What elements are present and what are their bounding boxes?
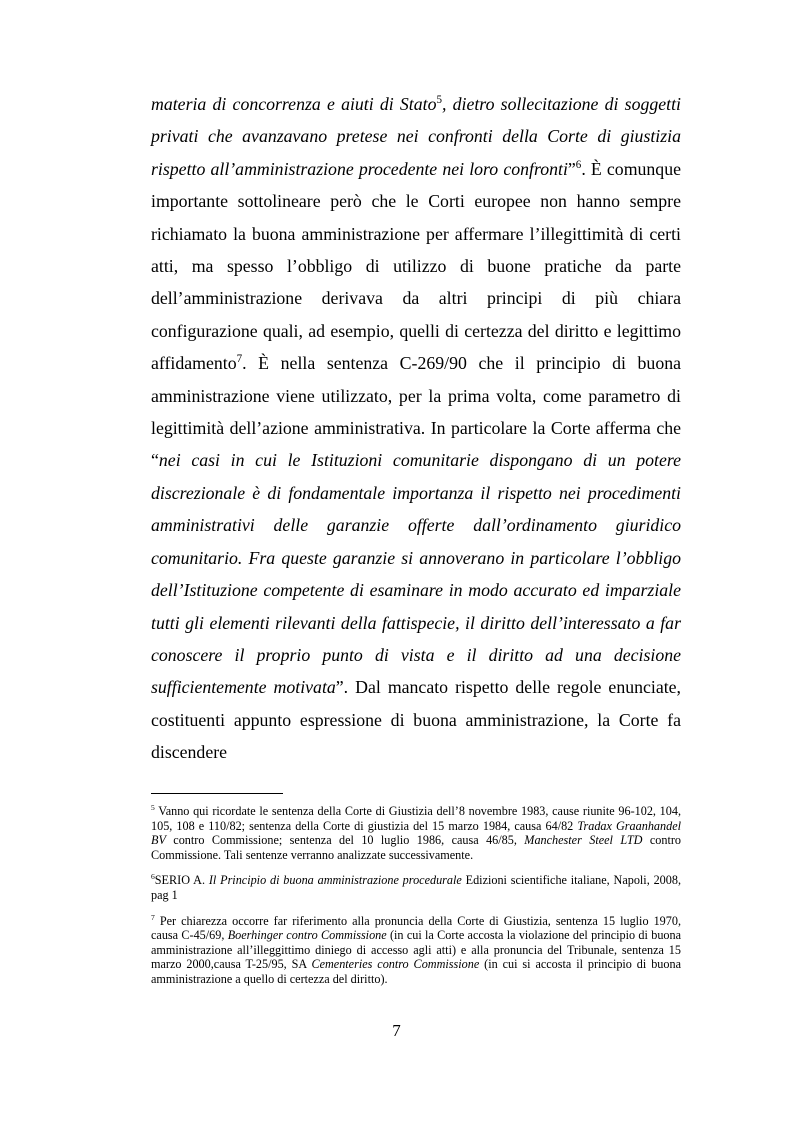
footnote-ref-7[interactable]: 7: [236, 353, 243, 366]
page-number: 7: [392, 1021, 401, 1040]
footnote-text: Per chiarezza occorre far riferimento alla pronuncia della Corte di Giustizia, sentenza 15 luglio 1970, causa C-45/69,: [151, 913, 681, 943]
body-text-segment-2: . È nella sentenza C-269/90 che il principio di buona amministrazione viene utilizzato, per la prima volta, come parametro di legittimità dell’azione amministrativa. In particolare la Corte afferma che “: [151, 353, 681, 471]
footnote-number: 5: [151, 802, 155, 812]
footnote-text: SERIO A.: [154, 873, 209, 888]
case-name: Cementeries contro Commissione: [311, 957, 480, 972]
footnote-text: Edizioni scientifiche italiane, Napoli, 2008, pag 1: [151, 873, 681, 902]
body-text-segment-1: . È comunque importante sottolineare però che le Corti europee non hanno sempre richiamato la buona amministrazione per affermare l’illegittimità di certi atti, ma spesso l’obbligo di utilizzo di buone pratiche da parte dell’amministrazione derivava da altri principi di più chiara configurazione quali, ad esempio, quelli di certezza del diritto e legittimo affidamento: [151, 158, 681, 374]
footnotes: [151, 804, 681, 998]
footnote-7: [151, 914, 681, 987]
footnote-text: (in cui si accosta il principio di buona amministrazione a quello di certezza del diritto).: [151, 957, 681, 986]
italic-quote-1: materia di concorrenza e aiuti di Stato: [151, 94, 437, 114]
case-name: , Manchester Steel LTD: [513, 833, 643, 848]
italic-court-quote: nei casi in cui le Istituzioni comunitarie dispongano di un potere discrezionale è di fondamentale importanza il rispetto nei procedimenti amministrativi delle garanzie offerte dall’ordinamento giuridico comunitario. Fra queste garanzie si annoverano in particolare l’obbligo dell’Istituzione competente di esaminare in modo accurato ed imparziale tutti gli elementi rilevanti della fattispecie, il diritto dell’interessato a far conoscere il proprio punto di vista e il diritto ad una decisione sufficientemente motivata: [151, 450, 681, 698]
italic-quote-2: , dietro sollecitazione di soggetti privati che avanzavano pretese nei confronti della Corte di giustizia rispetto all’amministrazione procedente nei loro confronti: [151, 94, 681, 179]
footnote-6: [151, 873, 681, 902]
body-paragraph: [151, 88, 681, 769]
footnote-ref-5[interactable]: 5: [436, 94, 442, 107]
closing-quote: ”: [567, 158, 576, 179]
book-title: Il Principio di buona amministrazione procedurale: [208, 873, 462, 888]
footnote-text: Vanno qui ricordate le sentenza della Corte di Giustizia dell’8 novembre 1983, cause riunite 96-102, 104, 105, 108 e 110/82; sentenza della Corte di giustizia del 15 marzo 1984, causa 64/82: [151, 804, 681, 833]
case-name: Tradax Graanhandel BV: [151, 818, 681, 848]
footnote-text: (in cui la Corte accosta la violazione del principio di buona amministrazione all’illeggittimo diniego di accesso agli atti) e alla pronuncia del Tribunale, sentenza 15 marzo 2000,causa T-25/95, SA: [151, 928, 682, 972]
footnote-number: 7: [151, 912, 155, 922]
case-name: Boerhinger contro Commissione: [227, 928, 387, 943]
footnote-5: [151, 804, 681, 862]
footnote-number: 6: [151, 872, 155, 882]
footnote-separator: [151, 793, 283, 794]
footnote-text: contro Commissione. Tali sentenze verranno analizzate successivamente.: [151, 833, 681, 862]
footnote-text: contro Commissione; sentenza del 10 luglio 1986, causa 46/85: [165, 833, 514, 848]
footnote-ref-6[interactable]: 6: [575, 158, 582, 171]
body-text-segment-3: ”. Dal mancato rispetto delle regole enunciate, costituenti appunto espressione di buona amministrazione, la Corte fa discendere: [151, 677, 681, 763]
